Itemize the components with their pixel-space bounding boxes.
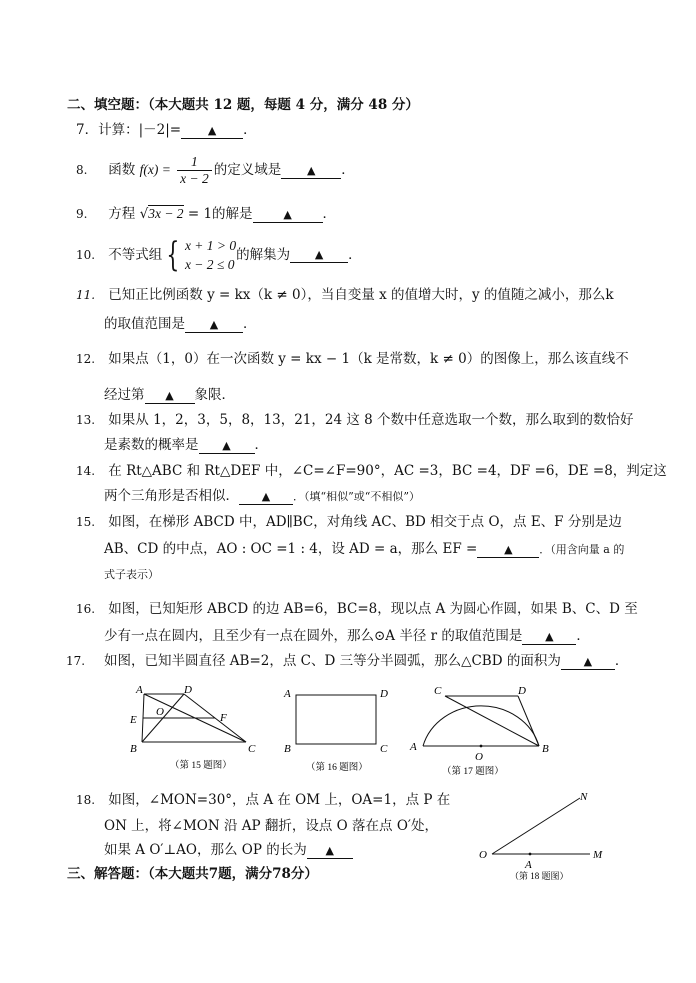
figure-18 <box>470 786 620 886</box>
sqrt-icon: √ <box>139 206 149 222</box>
triangle-icon: ▲ <box>207 124 217 137</box>
period: ． <box>243 316 257 332</box>
fig18-label-A: A <box>525 859 532 871</box>
question-text: 方程 <box>108 206 136 222</box>
answer-blank[interactable] <box>290 247 348 263</box>
question-text: 少有一点在圆内，且至少有一点在圆外，那么⊙A 半径 r 的取值范围是 <box>104 628 523 644</box>
answer-blank[interactable] <box>477 542 539 558</box>
question-text-2: = 1的解是 <box>183 206 253 222</box>
question-text-2: 的解集为 <box>236 247 291 263</box>
inequality-2: x − 2 ≤ 0 <box>184 257 235 272</box>
inequality-system <box>185 236 236 274</box>
triangle-icon: ▲ <box>583 655 593 668</box>
question-text: 是素数的概率是 <box>104 437 199 453</box>
fig15-label-D: D <box>184 684 192 696</box>
period: ． <box>341 162 355 178</box>
question-text: 不等式组 <box>108 247 163 263</box>
question-13-line-2 <box>104 434 268 456</box>
fig17-label-C: C <box>434 685 442 697</box>
question-13 <box>76 409 634 431</box>
figures-row <box>120 680 570 780</box>
question-line-1: 已知正比例函数 y = kx（k ≠ 0），当自变量 x 的值增大时，y 的值随之减小，那么k <box>108 287 614 303</box>
fig17-label-A: A <box>410 741 417 753</box>
fig16-label-D: D <box>380 688 388 700</box>
question-10 <box>76 236 362 274</box>
question-text: 如果 A O′⊥AO，那么 OP 的长为 <box>104 842 307 858</box>
question-line-1: 如图，在梯形 ABCD 中，AD∥BC，对角线 AC、BD 相交于点 O，点 E、F 分别是边 <box>108 514 622 530</box>
question-text: AB、CD 的中点，AO : OC =1 : 4，设 AD = a，那么 EF = <box>104 541 478 557</box>
answer-blank[interactable] <box>239 489 293 505</box>
fig16-label-B: B <box>284 743 291 755</box>
triangle-icon: ▲ <box>283 208 292 221</box>
question-number: 8. <box>76 163 88 177</box>
question-number: 14. <box>76 464 96 478</box>
fig17-center-dot <box>480 745 483 748</box>
triangle-icon: ▲ <box>325 844 334 857</box>
question-number: 13. <box>76 413 96 427</box>
question-number: 7． <box>76 122 99 138</box>
figure-16-rect <box>296 695 376 744</box>
fig16-label-A: A <box>284 688 291 700</box>
triangle-icon: ▲ <box>314 248 324 261</box>
question-text: 两个三角形是否相似． <box>104 488 239 504</box>
question-line-1: 如果点（1，0）在一次函数 y = kx − 1（k 是常数，k ≠ 0）的图像上，那么该直线不 <box>108 351 629 367</box>
question-12 <box>76 348 629 370</box>
question-15-line-3: 式子表示） <box>104 568 159 581</box>
denominator: x − 2 <box>180 171 209 186</box>
question-18-line-3 <box>104 839 353 861</box>
question-number: 10. <box>76 247 96 262</box>
fig15-label-F: F <box>220 712 227 724</box>
fig17-label-O: O <box>475 751 483 763</box>
triangle-icon: ▲ <box>306 164 316 177</box>
question-9 <box>76 203 336 225</box>
answer-blank[interactable] <box>185 317 243 333</box>
instruction-text: ．（填“相似”或“不相似”） <box>293 490 420 503</box>
figure-17 <box>423 696 539 746</box>
question-14-line-2 <box>104 485 420 508</box>
answer-blank[interactable] <box>307 843 353 859</box>
answer-blank[interactable] <box>561 654 615 670</box>
figure-15 <box>142 694 246 742</box>
fig15-label-A: A <box>136 684 143 696</box>
question-16 <box>76 598 638 620</box>
function-name: f(x) = <box>139 162 171 177</box>
question-text: 的取值范围是 <box>104 316 185 332</box>
triangle-icon: ▲ <box>222 439 231 452</box>
question-18-line-2: ON 上，将∠MON 沿 AP 翻折，设点 O 落在点 O′处， <box>104 818 438 834</box>
ray-ON <box>492 798 580 854</box>
instruction-text: ．（用含向量 a 的 <box>539 543 625 556</box>
fig16-label-C: C <box>380 743 388 755</box>
fig18-label-O: O <box>479 849 487 861</box>
question-12-line-2 <box>104 384 235 406</box>
question-number: 18. <box>76 793 96 807</box>
question-text: 计算： <box>98 122 139 138</box>
period: ． <box>614 653 629 669</box>
question-number: 11. <box>76 288 96 302</box>
triangle-icon: ▲ <box>504 543 513 556</box>
question-line-1: 如图，∠MON=30°，点 A 在 OM 上，OA=1，点 P 在 <box>108 792 451 808</box>
question-14 <box>76 460 667 482</box>
answer-blank[interactable] <box>281 163 341 179</box>
fig18-label-N: N <box>580 791 588 803</box>
question-text: 函数 <box>108 162 136 178</box>
numerator: 1 <box>177 154 212 171</box>
answer-blank[interactable] <box>522 629 576 645</box>
triangle-icon: ▲ <box>545 630 554 643</box>
fraction <box>177 154 212 187</box>
question-8 <box>76 154 355 187</box>
question-number: 17. <box>66 654 86 668</box>
question-line-1: 如果从 1，2，3，5，8，13，21，24 这 8 个数中任意选取一个数，那么取到的数恰好 <box>108 412 634 428</box>
question-text-2: 象限． <box>194 387 235 403</box>
question-17 <box>66 650 628 672</box>
question-number: 15. <box>76 515 96 529</box>
question-16-line-2 <box>104 625 590 647</box>
question-number: 16. <box>76 602 96 616</box>
question-15-line-2 <box>104 538 624 561</box>
question-line-1: 如图，已知矩形 ABCD 的边 AB=6，BC=8，现以点 A 为圆心作圆，如果 B、C、D 至 <box>108 601 638 617</box>
fig18-caption: （第 18 题图） <box>510 871 569 881</box>
fig15-caption: （第 15 题图） <box>170 761 232 771</box>
abs-expr: |－2|= <box>138 122 182 138</box>
fig15-label-C: C <box>248 743 256 755</box>
question-number: 9. <box>76 207 88 221</box>
fig17-caption: （第 17 题图） <box>442 767 504 777</box>
fig18-label-M: M <box>593 849 603 861</box>
fig17-label-D: D <box>518 685 526 697</box>
answer-blank[interactable] <box>199 438 255 454</box>
answer-blank[interactable] <box>253 207 323 223</box>
fig15-label-E: E <box>130 714 137 726</box>
brace-icon: { <box>166 235 180 275</box>
question-7 <box>76 119 257 141</box>
triangle-icon: ▲ <box>165 389 174 402</box>
period: ． <box>576 628 590 644</box>
period: ． <box>348 247 362 263</box>
period: ． <box>254 437 268 453</box>
fig15-label-O: O <box>156 706 164 718</box>
section-heading: 二、填空题：（本大题共 12 题，每题 4 分，满分 48 分） <box>67 97 419 113</box>
answer-blank[interactable] <box>181 123 243 139</box>
point-A-dot <box>529 853 532 856</box>
question-18 <box>76 789 450 811</box>
question-11 <box>76 284 614 306</box>
question-text: 经过第 <box>104 387 145 403</box>
fig16-caption: （第 16 题图） <box>306 763 368 773</box>
fig17-label-B: B <box>542 743 549 755</box>
period: ． <box>322 206 337 222</box>
question-15 <box>76 511 622 533</box>
fig15-label-B: B <box>130 743 137 755</box>
answer-blank[interactable] <box>145 388 195 404</box>
radicand: 3x − 2 <box>148 206 184 221</box>
question-text: 如图，已知半圆直径 AB=2，点 C、D 三等分半圆弧，那么△CBD 的面积为 <box>104 653 561 669</box>
section-heading-3: 三、解答题：（本大题共7题，满分78分） <box>67 866 318 882</box>
question-line-1: 在 Rt△ABC 和 Rt△DEF 中，∠C=∠F=90°，AC =3，BC =4，DF =6，DE =8，判定这 <box>108 463 667 479</box>
question-number: 12. <box>76 352 96 366</box>
inequality-1: x + 1 > 0 <box>184 238 237 253</box>
question-11-line-2 <box>104 313 257 335</box>
triangle-icon: ▲ <box>209 318 219 331</box>
triangle-icon: ▲ <box>261 490 271 503</box>
question-text-2: 的定义域是 <box>213 162 282 178</box>
period: ． <box>243 122 257 138</box>
